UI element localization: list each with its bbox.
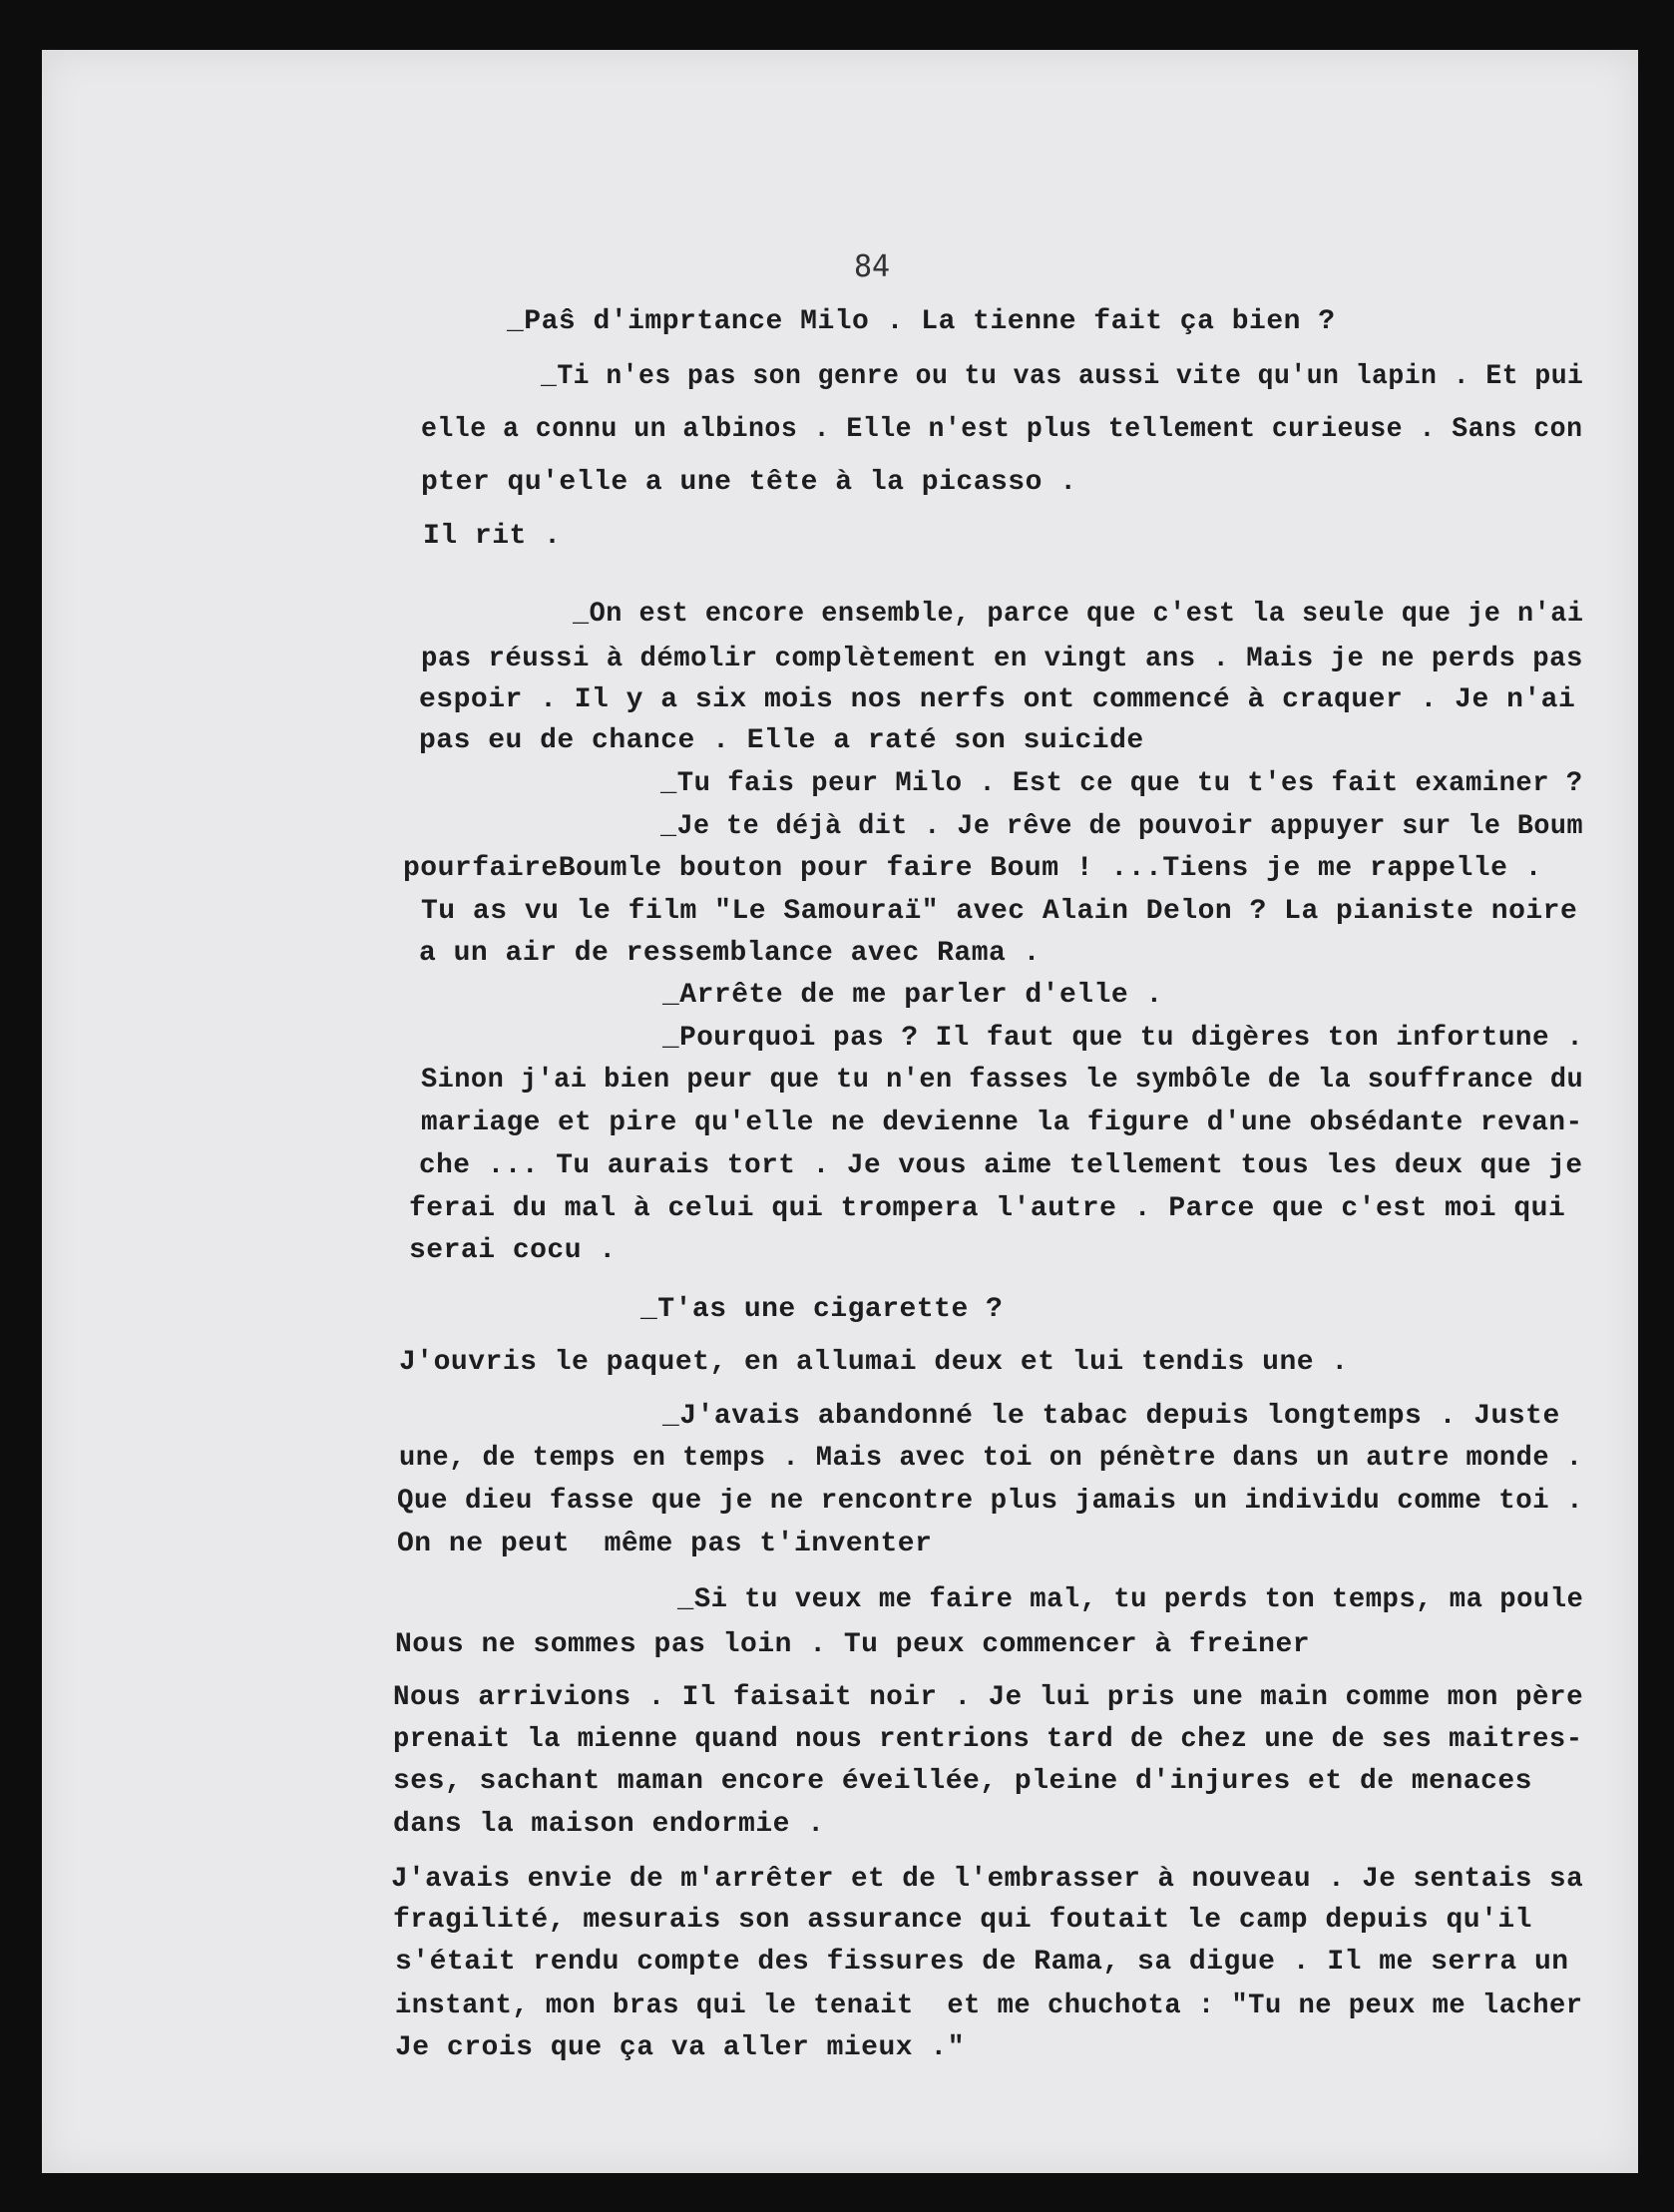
typed-text-body bbox=[42, 50, 1638, 2173]
text-line: pas eu de chance . Elle a raté son suicide bbox=[419, 725, 1144, 756]
text-line: ses, sachant maman encore éveillée, pleine d'injures et de menaces bbox=[393, 1766, 1532, 1797]
text-line: Je crois que ça va aller mieux ." bbox=[395, 2032, 965, 2063]
text-line: _On est encore ensemble, parce que c'est la seule que je n'ai bbox=[573, 599, 1584, 630]
text-line: mariage et pire qu'elle ne devienne la figure d'une obsédante revan- bbox=[421, 1107, 1583, 1138]
text-line: J'avais envie de m'arrêter et de l'embrasser à nouveau . Je sentais sa bbox=[391, 1864, 1584, 1895]
text-line: Tu as vu le film "Le Samouraï" avec Alain Delon ? La pianiste noire bbox=[421, 896, 1578, 927]
page-number: 84 bbox=[854, 249, 891, 284]
text-line: _J'avais abandonné le tabac depuis longtemps . Juste bbox=[662, 1401, 1560, 1432]
text-line: prenait la mienne quand nous rentrions tard de chez une de ses maitres- bbox=[393, 1724, 1583, 1755]
text-line: Il rit . bbox=[423, 521, 562, 552]
text-line: ferai du mal à celui qui trompera l'autre . Parce que c'est moi qui bbox=[409, 1193, 1566, 1224]
text-line: _Ti n'es pas son genre ou tu vas aussi vite qu'un lapin . Et pui bbox=[541, 361, 1584, 392]
text-line: _Tu fais peur Milo . Est ce que tu t'es fait examiner ? bbox=[660, 768, 1583, 799]
text-line: On ne peut même pas t'inventer bbox=[397, 1529, 933, 1559]
text-line: a un air de ressemblance avec Rama . bbox=[419, 938, 1041, 969]
text-line: Nous ne sommes pas loin . Tu peux commencer à freiner bbox=[395, 1629, 1311, 1660]
text-line: pourfaireBoumle bouton pour faire Boum ! ...Tiens je me rappelle . bbox=[403, 853, 1542, 884]
text-line: une, de temps en temps . Mais avec toi on pénètre dans un autre monde . bbox=[399, 1443, 1583, 1474]
typewritten-page bbox=[42, 50, 1638, 2173]
text-line: s'était rendu compte des fissures de Rama, sa digue . Il me serra un bbox=[395, 1947, 1569, 1978]
text-line: dans la maison endormie . bbox=[393, 1809, 825, 1840]
text-line: J'ouvris le paquet, en allumai deux et lui tendis une . bbox=[399, 1347, 1349, 1378]
text-line: Que dieu fasse que je ne rencontre plus jamais un individu comme toi . bbox=[397, 1486, 1584, 1517]
text-line: _T'as une cigarette ? bbox=[640, 1294, 1004, 1325]
text-line: pter qu'elle a une tête à la picasso . bbox=[421, 467, 1077, 498]
text-line: _Je te déjà dit . Je rêve de pouvoir appuyer sur le Boum bbox=[660, 811, 1583, 842]
text-line: _Arrête de me parler d'elle . bbox=[662, 980, 1163, 1011]
text-line: pas réussi à démolir complètement en vingt ans . Mais je ne perds pas bbox=[421, 644, 1583, 674]
text-line: _Paŝ d'imprtance Milo . La tienne fait ça bien ? bbox=[507, 306, 1336, 337]
text-line: fragilité, mesurais son assurance qui foutait le camp depuis qu'il bbox=[393, 1905, 1532, 1936]
text-line: instant, mon bras qui le tenait et me chuchota : "Tu ne peux me lacher bbox=[395, 1991, 1583, 2021]
text-line: Nous arrivions . Il faisait noir . Je lui pris une main comme mon père bbox=[393, 1682, 1584, 1713]
text-line: elle a connu un albinos . Elle n'est plus tellement curieuse . Sans con bbox=[421, 414, 1583, 445]
text-line: serai cocu . bbox=[409, 1235, 617, 1266]
text-line: _Pourquoi pas ? Il faut que tu digères ton infortune . bbox=[662, 1023, 1584, 1054]
text-line: espoir . Il y a six mois nos nerfs ont commencé à craquer . Je n'ai bbox=[419, 684, 1576, 715]
text-line: _Si tu veux me faire mal, tu perds ton temps, ma poule bbox=[677, 1584, 1584, 1615]
text-line: Sinon j'ai bien peur que tu n'en fasses le symbôle de la souffrance du bbox=[421, 1065, 1584, 1096]
text-line: che ... Tu aurais tort . Je vous aime tellement tous les deux que je bbox=[419, 1150, 1583, 1181]
